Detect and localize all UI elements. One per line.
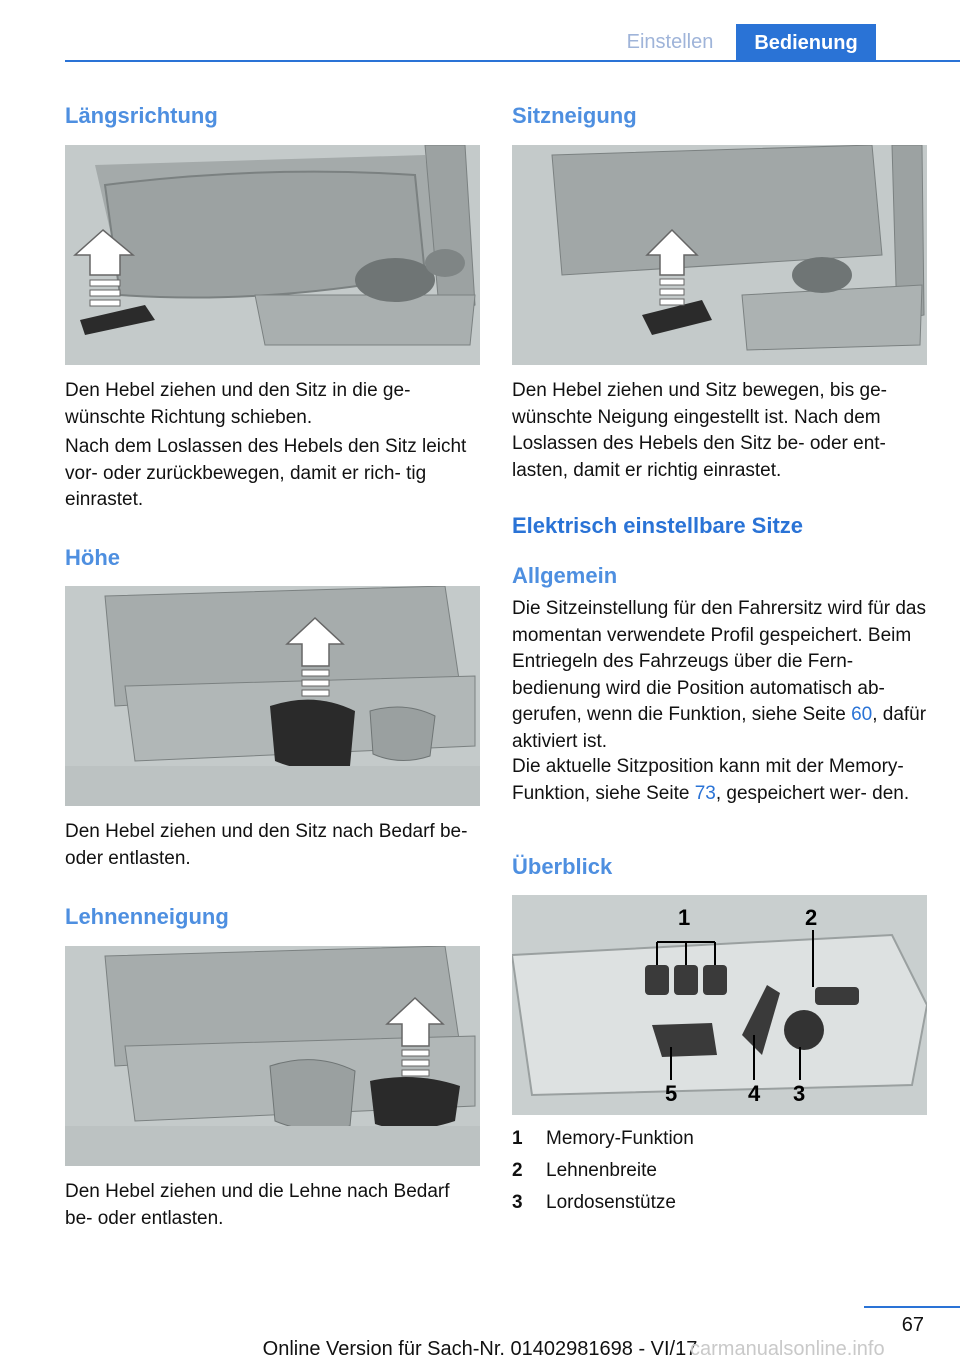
paragraph: Nach dem Loslassen des Hebels den Sitz leicht vor- oder zurückbewegen, damit er rich‐ tig einrastet.: [65, 436, 467, 510]
legend-num: 1: [512, 1128, 523, 1149]
text: , gespeichert wer‐ den.: [715, 782, 910, 804]
figure-seat-tilt: [512, 145, 927, 365]
figure-label-2: 2: [805, 905, 818, 930]
footer-rule: [864, 1306, 960, 1308]
paragraph: Den Hebel ziehen und Sitz bewegen, bis ge‐ wünschte Neigung eingestellt ist. Nach dem Loslassen des Hebels den Sitz be- oder ent‐ lasten, damit er richtig einrastet.: [512, 380, 887, 481]
watermark: carmanualsonline.info: [690, 1338, 885, 1360]
header-rule: [65, 60, 960, 62]
heading-sitzneigung: Sitzneigung: [512, 103, 637, 128]
paragraph: Den Hebel ziehen und den Sitz nach Bedarf be- oder entlasten.: [65, 821, 468, 869]
page-link-73[interactable]: 73: [694, 782, 716, 804]
figure-label-5: 5: [665, 1081, 678, 1106]
paragraph-allgemein-2: [512, 754, 937, 807]
heading-laengsrichtung: Längsrichtung: [65, 103, 218, 128]
heading-ueberblick: Überblick: [512, 854, 613, 879]
paragraph: Den Hebel ziehen und den Sitz in die ge‐ wünschte Richtung schieben.: [65, 380, 411, 428]
figure-seat-controls: [512, 895, 927, 1115]
figure-label-3: 3: [793, 1081, 806, 1106]
legend-text: Memory-Funktion: [546, 1128, 694, 1149]
footer-online-version: Online Version für Sach-Nr. 01402981698 - VI/17: [262, 1338, 698, 1360]
figure-seat-height: [65, 586, 480, 806]
paragraph-allgemein-1: [512, 596, 937, 755]
figure-label-1: 1: [678, 905, 691, 930]
tab-bedienung[interactable]: Bedienung: [736, 24, 876, 62]
heading-elektrisch: Elektrisch einstellbare Sitze: [512, 513, 804, 538]
tab-einstellen[interactable]: Einstellen: [626, 31, 714, 53]
figure-backrest-tilt: [65, 946, 480, 1166]
heading-lehnenneigung: Lehnenneigung: [65, 904, 229, 929]
text: Die aktuelle Sitzposition kann mit der Memory-Funktion, siehe Seite: [512, 756, 904, 804]
figure-seat-longitudinal: [65, 145, 480, 365]
heading-allgemein: Allgemein: [512, 563, 618, 588]
text: Die Sitzeinstellung für den Fahrersitz wird für das momentan verwendete Profil gespeichert. Beim Entriegeln des Fahrzeugs über die Fern‐ bedienung wird die Position automatisch ab‐ gerufen, wenn die Funktion, siehe Seite: [512, 598, 926, 725]
legend-text: Lordosenstütze: [546, 1192, 676, 1213]
paragraph: Den Hebel ziehen und die Lehne nach Bedarf be- oder entlasten.: [65, 1181, 450, 1229]
text: , dafür aktiviert ist.: [512, 704, 927, 752]
legend-num: 3: [512, 1192, 523, 1213]
legend-text: Lehnenbreite: [546, 1160, 657, 1181]
page-link-60[interactable]: 60: [851, 704, 873, 725]
figure-label-4: 4: [748, 1081, 761, 1106]
page-number: 67: [901, 1314, 924, 1336]
legend-num: 2: [512, 1160, 523, 1181]
heading-hoehe: Höhe: [65, 545, 120, 570]
